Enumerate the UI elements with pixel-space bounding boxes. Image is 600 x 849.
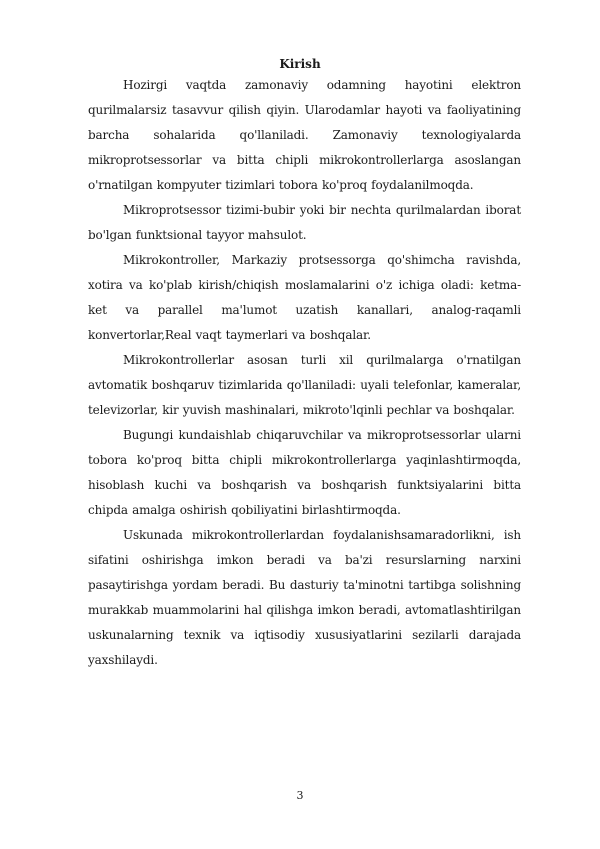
paragraph-6: Uskunada mikrokontrollerlardan foydalanishsamaradorlikni, ish sifatini oshirishga imkon beradi va ba'zi resurslarning narxini pasaytirishga yordam beradi. Bu dasturiy ta'minotni tartibga solishning murakkab muammolarini hal qilishga imkon beradi, avtomatlashtirilgan uskunalarning texnik va iqtisodiy xususiyatlarini sezilarli darajada yaxshilaydi. [88,528,521,667]
paragraph-2: Mikroprotsessor tizimi-bubir yoki bir nechta qurilmalardan iborat bo'lgan funktsional tayyor mahsulot. [88,203,521,242]
page-number: 3 [296,789,304,802]
body-text [88,73,521,673]
page-title: Kirish [279,57,321,71]
paragraph-5: Bugungi kundaishlab chiqaruvchilar va mikroprotsessorlar ularni tobora ko'proq bitta chipli mikrokontrollerlarga yaqinlashtirmoqda, hisoblash kuchi va boshqarish va boshqarish funktsiyalarini bitta chipda amalga oshirish qobiliyatini birlashtirmoqda. [88,428,521,517]
paragraph-3: Mikrokontroller, Markaziy protsessorga qo'shimcha ravishda, xotira va ko'plab kirish/chiqish moslamalarini o'z ichiga oladi: ketma-ket va parallel ma'lumot uzatish kanallari, analog-raqamli konvertorlar,Real vaqt taymerlari va boshqalar. [88,253,521,342]
paragraph-1: Hozirgi vaqtda zamonaviy odamning hayotini elektron qurilmalarsiz tasavvur qilish qiyin. Ularodamlar hayoti va faoliyatining barcha sohalarida qo'llaniladi. Zamonaviy texnologiyalarda mikroprotsessorlar va bitta chipli mikrokontrollerlarga asoslangan o'rnatilgan kompyuter tizimlari tobora ko'proq foydalanilmoqda. [88,78,521,192]
paragraph-4: Mikrokontrollerlar asosan turli xil qurilmalarga o'rnatilgan avtomatik boshqaruv tizimlarida qo'llaniladi: uyali telefonlar, kameralar, televizorlar, kir yuvish mashinalari, mikroto'lqinli pechlar va boshqalar. [88,353,521,417]
